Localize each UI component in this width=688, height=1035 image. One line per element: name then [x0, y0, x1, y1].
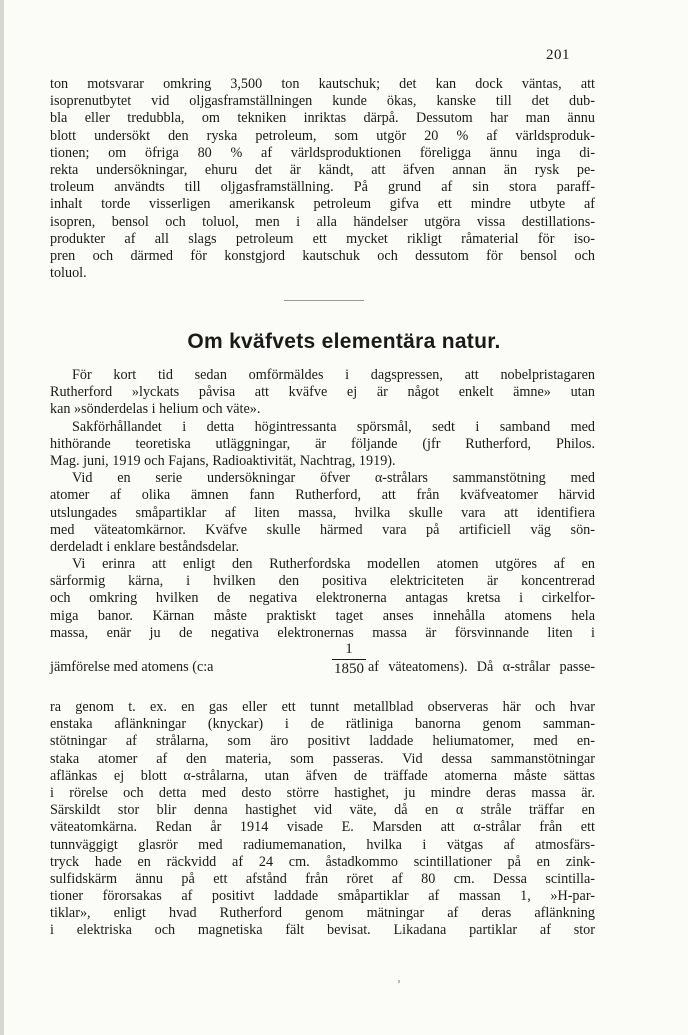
text-line: massa, enär ju de negativa elektronernas massa är försvinnande liten i: [50, 624, 595, 641]
page-number: 201: [546, 47, 570, 63]
fraction-numerator: 1: [332, 640, 366, 660]
text-line: ra genom t. ex. en gas eller ett tunnt metallblad observeras här och hvar: [50, 699, 595, 715]
text-line: i rörelse och detta med desto större hastighet, ju mindre deras massa är.: [50, 784, 595, 801]
text-line: tioner förorsakas af positivt laddade småpartiklar af massan 1, »H-par-: [50, 888, 595, 905]
text-line: staka atomer af den materia, som passeras. Vid dessa sammanstötningar: [50, 750, 595, 767]
text-line: derdeladt i enklare beståndsdelar.: [50, 538, 240, 555]
text-line: miga banor. Kärnan måste praktiskt taget anses innehålla atomens hela: [50, 607, 595, 624]
text-line: Sakförhållandet i detta högintressanta spörsmål, sedt i samband med: [72, 418, 595, 435]
section-heading: Om kväfvets elementära natur.: [187, 330, 501, 353]
text-line: inhalt torde visserligen amerikansk petroleum gifva ett mindre utbyte af: [50, 196, 595, 213]
text-line: För kort tid sedan omförmäldes i dagspressen, att nobelpristagaren: [72, 367, 595, 383]
text-line: troleum användts till oljgasframställning. På grund af sin stora paraff-: [50, 179, 595, 196]
text-line: Mag. juni, 1919 och Fajans, Radioaktivität, Nachtrag, 1919).: [50, 452, 396, 469]
text-line: sulfidskärm ännu på ett afstånd från röret af 80 cm. Dessa scintilla-: [50, 870, 595, 887]
page-edge: [0, 0, 4, 1035]
text-line: isoprenutbytet vid oljgasframställningen kunde ökas, kanske till det dub-: [50, 93, 595, 110]
text-line: och omkring hvilken de negativa elektronerna antagas kretsa i cirkelfor-: [50, 590, 595, 607]
text-line: stötningar af strålarna, som äro positivt laddade heliumatomer, med en-: [50, 733, 595, 750]
text-line: kan »sönderdelas i helium och väte».: [50, 401, 261, 418]
text-line: med väteatomkärnor. Kväfve skulle härmed vara på artificiell väg sön-: [50, 521, 595, 538]
text-line: Rutherford »lyckats påvisa att kväfve ej är något enkelt ämne» utan: [50, 384, 595, 401]
fraction-denominator: 1850: [334, 661, 364, 677]
text-line: hithörande teoretiska utläggningar, är följande (jfr Rutherford, Philos.: [50, 435, 595, 452]
text-line: i elektriska och magnetiska fält bevisat. Likadana partiklar af stor: [50, 922, 595, 939]
text-line: isopren, bensol och toluol, men i alla händelser utgöra vissa destillations-: [50, 213, 595, 230]
text-line: tunnväggigt glasrör med radiumemanation, hvilka i vätgas af atmosfärs-: [50, 836, 595, 853]
text-line: produkter af all slags petroleum ett mycket rikligt råmaterial för iso-: [50, 230, 595, 247]
text-line: ton motsvarar omkring 3,500 ton kautschuk; det kan dock väntas, att: [50, 76, 595, 92]
text-line: tryck hade en räckvidd af 24 cm. åstadkommo scintillationer på en zink-: [50, 853, 595, 870]
text-line: rekta undersökningar, ehuru det är kändt, att äfven annan än rysk pe-: [50, 161, 595, 178]
paragraph-block-1: [50, 76, 595, 282]
text-line: väteatomkärna. Redan år 1914 visade E. Marsden att α-strålar från ett: [50, 819, 595, 836]
text-line: toluol.: [50, 265, 87, 282]
text-line: atomer af olika ämnen fann Rutherford, att från kväfveatomer härvid: [50, 487, 595, 504]
text-line: enstaka aflänkningar (knyckar) i de rätliniga banorna genom samman-: [50, 716, 595, 733]
text-line: aflänkas ej blott α-strålarna, utan äfven de träffade atomerna måste sättas: [50, 767, 595, 784]
fraction: [332, 640, 366, 679]
section-separator: [284, 300, 364, 301]
paragraph-block-2: [50, 367, 595, 678]
text-line: tiklar», enligt hvad Rutherford genom mätningar af deras aflänkning: [50, 905, 595, 922]
text-line: blott undersökt den ryska petroleum, som utgör 20 % af världsproduk-: [50, 127, 595, 144]
text-line: Särskildt stor blir denna hastighet vid väte, då en α stråle träffar en: [50, 802, 595, 819]
paragraph-block-3: [50, 699, 595, 940]
text-line: särformig kärna, i hvilken den positiva elektriciteten är koncentrerad: [50, 573, 595, 590]
text-line: Vi erinra att enligt den Rutherfordska modellen atomen utgöres af en: [72, 556, 595, 573]
fraction-line: [50, 642, 595, 678]
fraction-line-left: jämförelse med atomens (c:a: [50, 659, 214, 675]
text-line: utslungades småpartiklar af liten massa, hvilka skulle vara att identifiera: [50, 504, 595, 521]
text-line: pren och därmed för konstgjord kautschuk och dessutom för bensol och: [50, 247, 595, 264]
text-line: Vid en serie undersökningar öfver α-strålars sammanstötning med: [72, 470, 595, 487]
fraction-line-right: af väteatomens). Då α-strålar passe-: [368, 659, 595, 675]
text-line: bla eller tredubbla, om tekniken inriktas därpå. Dessutom har man ännu: [50, 110, 595, 127]
text-line: tionen; om öfriga 80 % af världsproduktionen föreligga ännu inga di-: [50, 144, 595, 161]
print-speck: [398, 980, 400, 983]
